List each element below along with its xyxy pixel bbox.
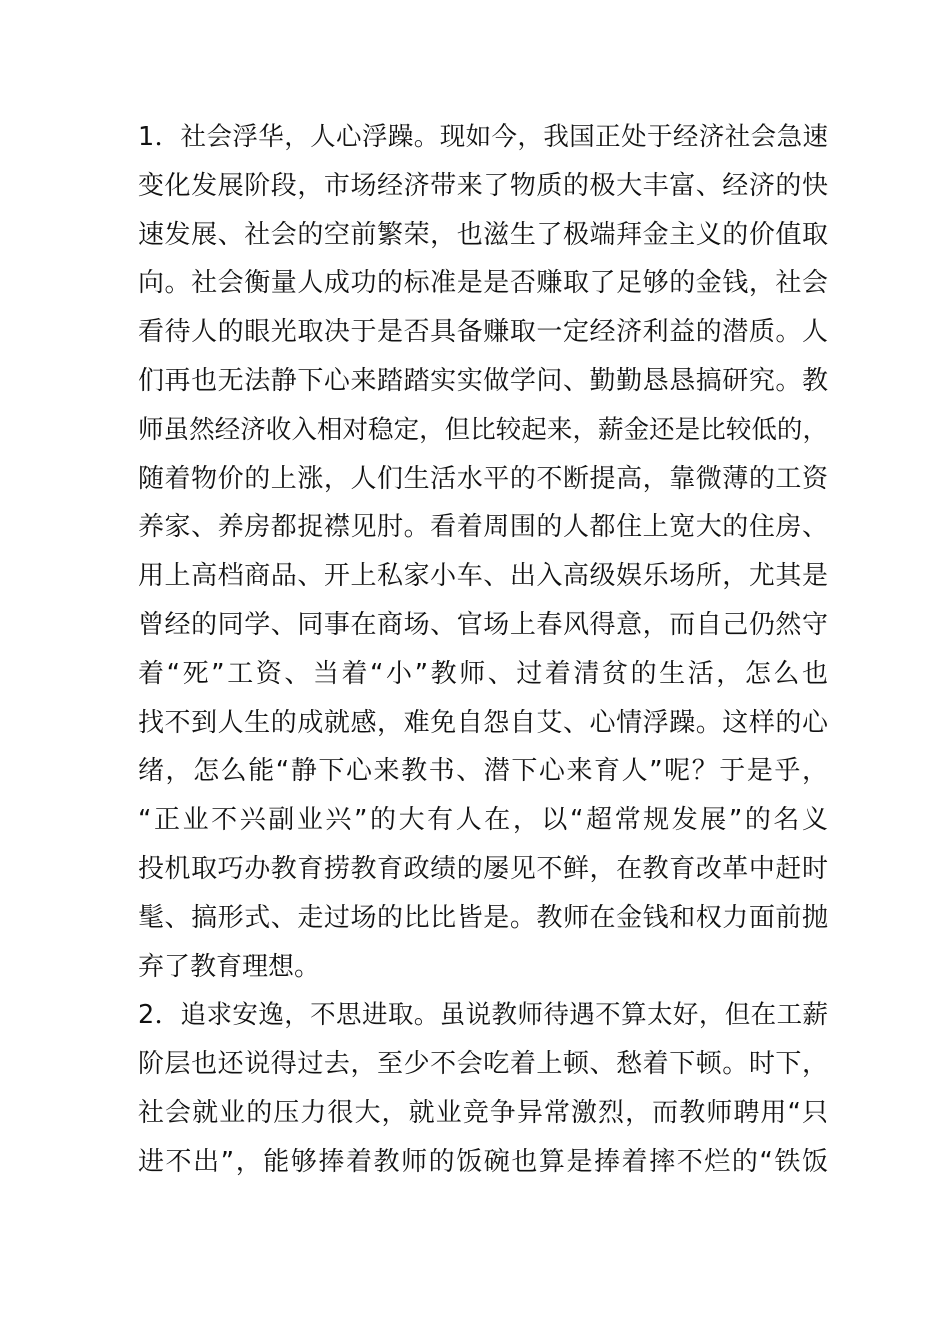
text-line: 变化发展阶段，市场经济带来了物质的极大丰富、经济的快 (138, 170, 828, 201)
text-line: 2．追求安逸，不思进取。虽说教师待遇不算太好，但在工薪 (138, 1000, 828, 1031)
text-line: 曾经的同学、同事在商场、官场上春风得意，而自己仍然守 (138, 609, 828, 640)
text-line: 进不出”，能够捧着教师的饭碗也算是捧着摔不烂的“铁饭 (138, 1146, 828, 1177)
text-line: 阶层也还说得过去，至少不会吃着上顿、愁着下顿。时下， (138, 1049, 828, 1080)
text-line: “正业不兴副业兴”的大有人在，以“超常规发展”的名义 (138, 805, 828, 836)
text-line: 社会就业的压力很大，就业竞争异常激烈，而教师聘用“只 (138, 1097, 828, 1128)
text-line: 养家、养房都捉襟见肘。看着周围的人都住上宽大的住房、 (138, 512, 828, 543)
text-line: 着“死”工资、当着“小”教师、过着清贫的生活，怎么也 (138, 658, 828, 689)
body-text (138, 113, 828, 1187)
text-line: 师虽然经济收入相对稳定，但比较起来，薪金还是比较低的， (138, 414, 828, 445)
text-line: 向。社会衡量人成功的标准是是否赚取了足够的金钱，社会 (138, 268, 828, 299)
text-line: 看待人的眼光取决于是否具备赚取一定经济利益的潜质。人 (138, 317, 828, 348)
paragraph-end-line: 弃了教育理想。 (138, 951, 321, 982)
text-line: 1．社会浮华，人心浮躁。现如今，我国正处于经济社会急速 (138, 122, 828, 152)
text-line: 髦、搞形式、走过场的比比皆是。教师在金钱和权力面前抛 (138, 902, 828, 933)
text-line: 绪，怎么能“静下心来教书、潜下心来育人”呢？于是乎， (138, 756, 828, 787)
text-line: 随着物价的上涨，人们生活水平的不断提高，靠微薄的工资 (138, 463, 828, 494)
text-line: 们再也无法静下心来踏踏实实做学问、勤勤恳恳搞研究。教 (138, 365, 828, 396)
text-line: 找不到人生的成就感，难免自怨自艾、心情浮躁。这样的心 (138, 707, 828, 738)
text-line: 速发展、社会的空前繁荣，也滋生了极端拜金主义的价值取 (138, 219, 828, 250)
text-line: 投机取巧办教育捞教育政绩的屡见不鲜，在教育改革中赶时 (138, 853, 828, 884)
text-line: 用上高档商品、开上私家小车、出入高级娱乐场所，尤其是 (138, 561, 828, 592)
